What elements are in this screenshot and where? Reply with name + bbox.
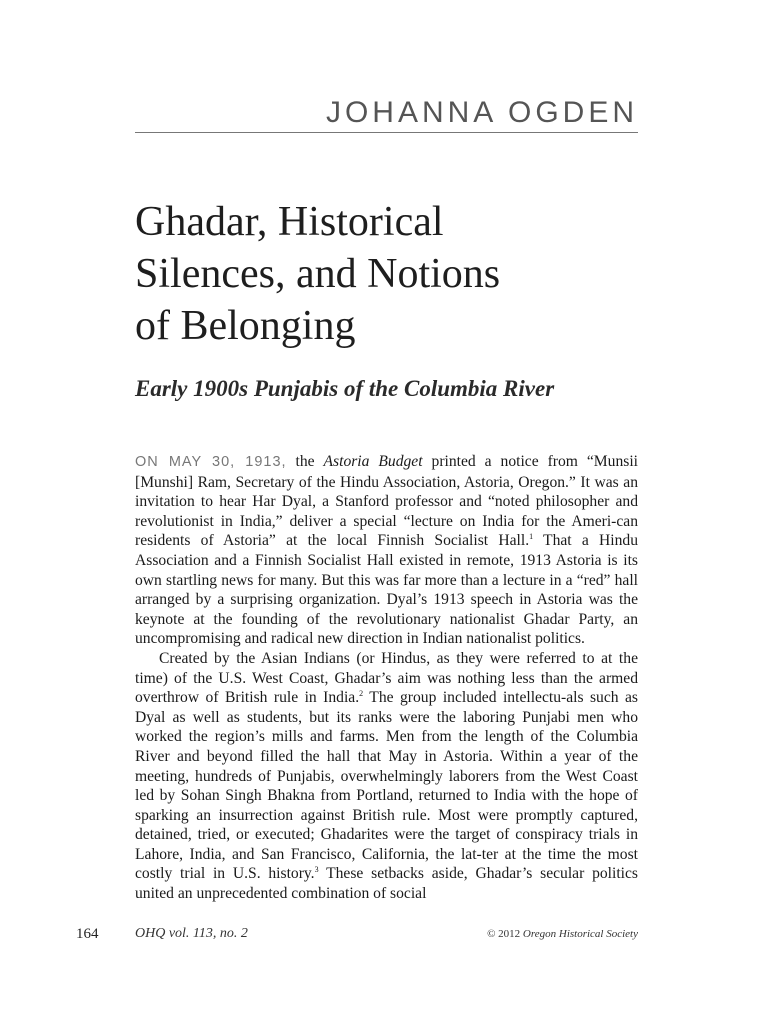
- p2-text-3: These setbacks aside, Ghadar’s secular politics united an unprecedented combination of social: [135, 865, 638, 903]
- paragraph-2: [135, 649, 638, 904]
- footnote-ref-1: 1: [529, 532, 534, 542]
- p1-newspaper-title: Astoria Budget: [323, 453, 423, 470]
- footnote-ref-3: 3: [314, 865, 319, 875]
- author-name: JOHANNA OGDEN: [325, 96, 638, 129]
- page-number: 164: [76, 926, 99, 942]
- p1-text-2: printed a notice from “Munsii [Munshi] Ram, Secretary of the Hindu Association, Astoria, Oregon.” It was an invitation to hear Har Dyal, a Stanford professor and “noted philosopher and revolutionist in India,” deliver a special “lecture on India for the Ameri-can residents of Astoria” at the local Finnish Socialist Hall.: [135, 453, 638, 550]
- article-body: [135, 452, 638, 904]
- copyright-org: Oregon Historical Society: [522, 928, 638, 940]
- journal-citation: OHQ vol. 113, no. 2: [135, 926, 248, 941]
- article-subtitle: Early 1900s Punjabis of the Columbia River: [135, 376, 555, 401]
- p1-text-1: the: [286, 453, 324, 470]
- p2-text-1: Created by the Asian Indians (or Hindus, as they were referred to at the time) of the U.S. West Coast, Ghadar’s aim was nothing less than the armed overthrow of British rule in India.: [135, 649, 638, 707]
- p2-text-2: The group included intellectu-als such as Dyal as well as students, but its ranks were the laboring Punjabi men who worked the region’s mills and farms. Men from the length of the Columbia River and beyond filled the hall that May in Astoria. Within a year of the meeting, hundreds of Punjabis, overwhelmingly laborers from the West Coast led by Sohan Singh Bhakna from Portland, returned to India with the hope of sparking an insurrection against British rule. Most were promptly captured, detained, tried, or executed; Ghadarites were the target of conspiracy trials in Lahore, India, and San Francisco, California, the lat-ter at the time the most costly trial in U.S. history.: [135, 689, 638, 883]
- copyright-prefix: © 2012: [487, 928, 523, 940]
- p1-text-3: That a Hindu Association and a Finnish Socialist Hall existed in remote, 1913 Astoria is its own startling news for many. But this was far more than a lecture in a “red” hall arranged by a surprising organization. Dyal’s 1913 speech in Astoria was the keynote at the founding of the revolutionary nationalist Ghadar Party, an uncompromising and radical new direction in Indian nationalist politics.: [135, 532, 639, 648]
- title-line-3: of Belonging: [135, 303, 356, 349]
- copyright-notice: [380, 928, 638, 940]
- lead-in-date: ON MAY 30, 1913,: [135, 454, 287, 470]
- title-line-1: Ghadar, Historical: [135, 199, 444, 245]
- article-title: [135, 196, 638, 352]
- title-line-2: Silences, and Notions: [135, 251, 501, 297]
- footnote-ref-2: 2: [359, 688, 364, 698]
- paragraph-1: [135, 452, 638, 649]
- header-rule: [135, 132, 638, 133]
